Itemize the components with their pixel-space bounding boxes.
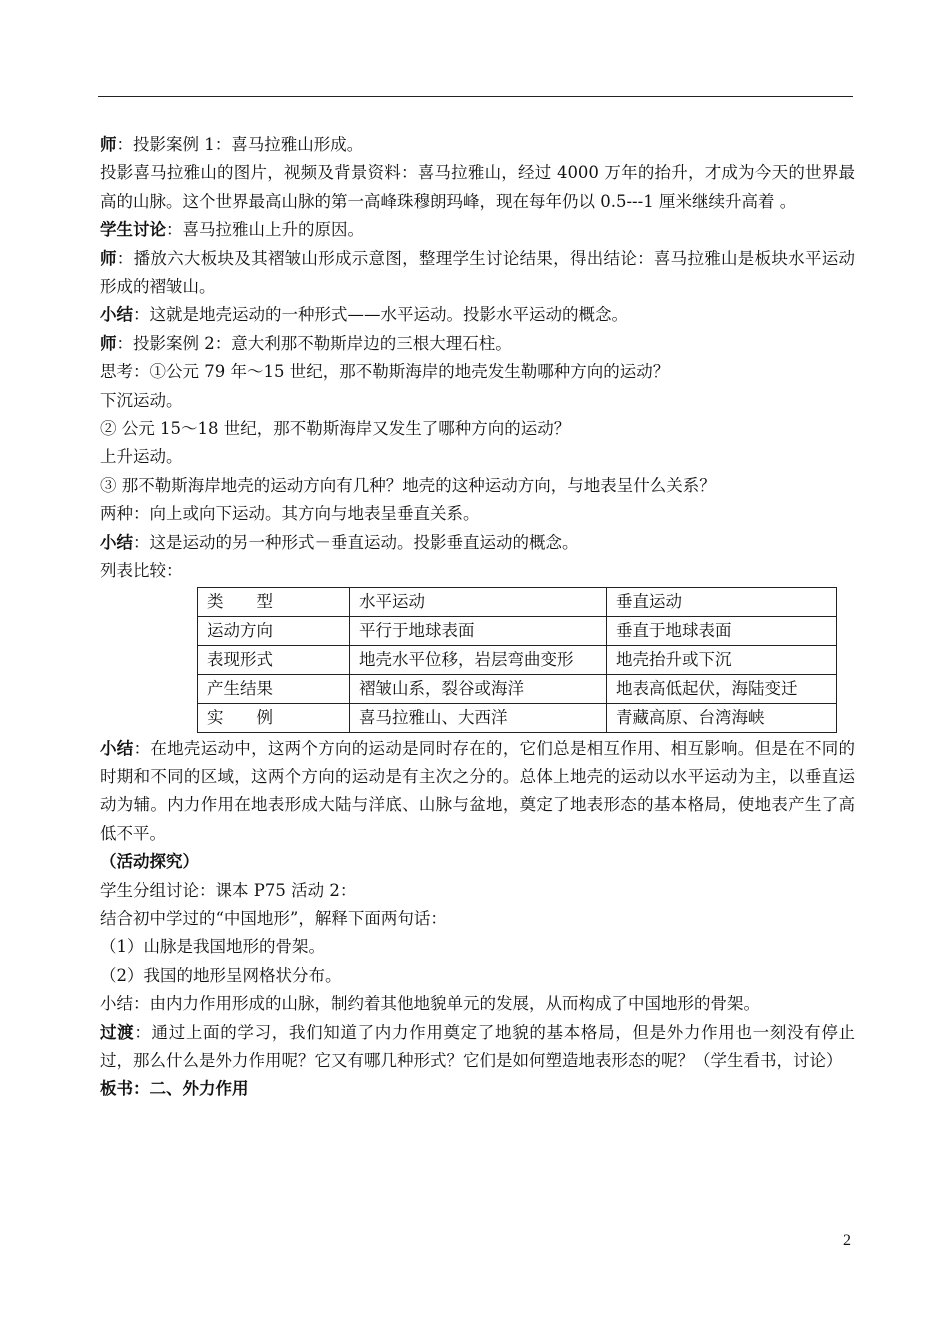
table-cell: 地壳水平位移，岩层弯曲变形 bbox=[350, 645, 607, 674]
paragraph: ③ 那不勒斯海岸地壳的运动方向有几种？地壳的这种运动方向，与地表呈什么关系？ bbox=[100, 475, 716, 495]
table-cell: 地壳抬升或下沉 bbox=[607, 645, 837, 674]
paragraph-text: ：播放六大板块及其褶皱山形成示意图，整理学生讨论结果，得出结论：喜马拉雅山是板块水平运动形成的褶皱山。 bbox=[100, 248, 856, 297]
paragraph: 学生分组讨论：课本 P75 活动 2： bbox=[100, 880, 357, 900]
table-cell: 垂直于地球表面 bbox=[607, 616, 837, 645]
paragraph bbox=[100, 1019, 855, 1076]
table-row bbox=[198, 616, 837, 645]
paragraph bbox=[100, 735, 855, 849]
paragraph-text: ：在地壳运动中，这两个方向的运动是同时存在的，它们总是相互作用、相互影响。但是在不同的时期和不同的区域，这两个方向的运动是有主次之分的。总体上地壳的运动以水平运动为主，以垂直运动为辅。内力作用在地表形成大陆与洋底、山脉与盆地，奠定了地表形态的基本格局，使地表产生了高低不平。 bbox=[100, 738, 856, 843]
paragraph: 列表比较： bbox=[100, 561, 183, 581]
table-row bbox=[198, 674, 837, 703]
paragraph-text: ：这是运动的另一种形式－垂直运动。投影垂直运动的概念。 bbox=[133, 532, 579, 552]
paragraph: 上升运动。 bbox=[100, 447, 183, 467]
table-cell: 产生结果 bbox=[198, 674, 350, 703]
paragraph bbox=[100, 131, 855, 159]
paragraph-text: ：二、外力作用 bbox=[133, 1079, 249, 1099]
table-cell: 水平运动 bbox=[350, 587, 607, 616]
paragraph bbox=[100, 245, 855, 302]
table-cell: 垂直运动 bbox=[607, 587, 837, 616]
section-label: 小结 bbox=[100, 305, 133, 325]
table-row bbox=[198, 645, 837, 674]
table-cell: 表现形式 bbox=[198, 645, 350, 674]
table-cell: 平行于地球表面 bbox=[350, 616, 607, 645]
document-body bbox=[100, 131, 855, 1104]
paragraph: 小结：由内力作用形成的山脉，制约着其他地貌单元的发展，从而构成了中国地形的骨架。 bbox=[100, 994, 760, 1014]
paragraph bbox=[100, 529, 855, 557]
speaker-label: 师 bbox=[100, 248, 117, 268]
paragraph: 下沉运动。 bbox=[100, 390, 183, 410]
section-label: 板书 bbox=[100, 1079, 133, 1099]
paragraph: 两种：向上或向下运动。其方向与地表呈垂直关系。 bbox=[100, 504, 480, 524]
section-label: 过渡 bbox=[100, 1022, 135, 1042]
paragraph-text: ：投影案例 1：喜马拉雅山形成。 bbox=[116, 135, 364, 154]
table-cell: 运动方向 bbox=[198, 616, 350, 645]
header-rule bbox=[98, 96, 853, 97]
table-cell: 类 型 bbox=[198, 587, 350, 616]
paragraph: 结合初中学过的“中国地形”，解释下面两句话： bbox=[100, 908, 447, 928]
paragraph-text: ：这就是地壳运动的一种形式——水平运动。投影水平运动的概念。 bbox=[133, 305, 628, 325]
paragraph: 投影喜马拉雅山的图片，视频及背景资料：喜马拉雅山，经过 4000 万年的抬升，才成为今天的世界最高的山脉。这个世界最高山脉的第一高峰珠穆朗玛峰，现在每年仍以 0.5---1 厘米继续升高着 。 bbox=[100, 163, 855, 211]
table-cell: 地表高低起伏，海陆变迁 bbox=[607, 674, 837, 703]
paragraph bbox=[100, 301, 855, 329]
paragraph bbox=[100, 216, 855, 244]
paragraph: （1）山脉是我国地形的骨架。 bbox=[100, 937, 325, 957]
paragraph bbox=[100, 1075, 855, 1103]
paragraph bbox=[100, 330, 855, 358]
speaker-label: 师 bbox=[100, 135, 117, 154]
table-cell: 实 例 bbox=[198, 703, 350, 732]
section-label: 小结 bbox=[100, 532, 133, 552]
section-label: 学生讨论 bbox=[100, 220, 166, 240]
paragraph: ② 公元 15～18 世纪，那不勒斯海岸又发生了哪种方向的运动？ bbox=[100, 419, 571, 439]
table-header-row bbox=[198, 587, 837, 616]
paragraph-text: ：通过上面的学习，我们知道了内力作用奠定了地貌的基本格局，但是外力作用也一刻没有停止过，那么什么是外力作用呢？它又有哪几种形式？它们是如何塑造地表形态的呢？（学生看书，讨论） bbox=[100, 1022, 856, 1070]
paragraph: 思考：①公元 79 年～15 世纪，那不勒斯海岸的地壳发生勒哪种方向的运动？ bbox=[100, 362, 670, 382]
table-cell: 喜马拉雅山、大西洋 bbox=[350, 703, 607, 732]
speaker-label: 师 bbox=[100, 333, 117, 353]
paragraph-text: ：投影案例 2：意大利那不勒斯岸边的三根大理石柱。 bbox=[116, 333, 512, 353]
table-row bbox=[198, 703, 837, 732]
paragraph-text: ：喜马拉雅山上升的原因。 bbox=[166, 220, 364, 240]
table-cell: 青藏高原、台湾海峡 bbox=[607, 703, 837, 732]
section-label: 小结 bbox=[100, 738, 134, 758]
paragraph: （2）我国的地形呈网格状分布。 bbox=[100, 965, 342, 985]
comparison-table bbox=[197, 587, 837, 733]
table-cell: 褶皱山系，裂谷或海洋 bbox=[350, 674, 607, 703]
page-number: 2 bbox=[843, 1232, 851, 1249]
paragraph: （活动探究） bbox=[100, 852, 199, 872]
